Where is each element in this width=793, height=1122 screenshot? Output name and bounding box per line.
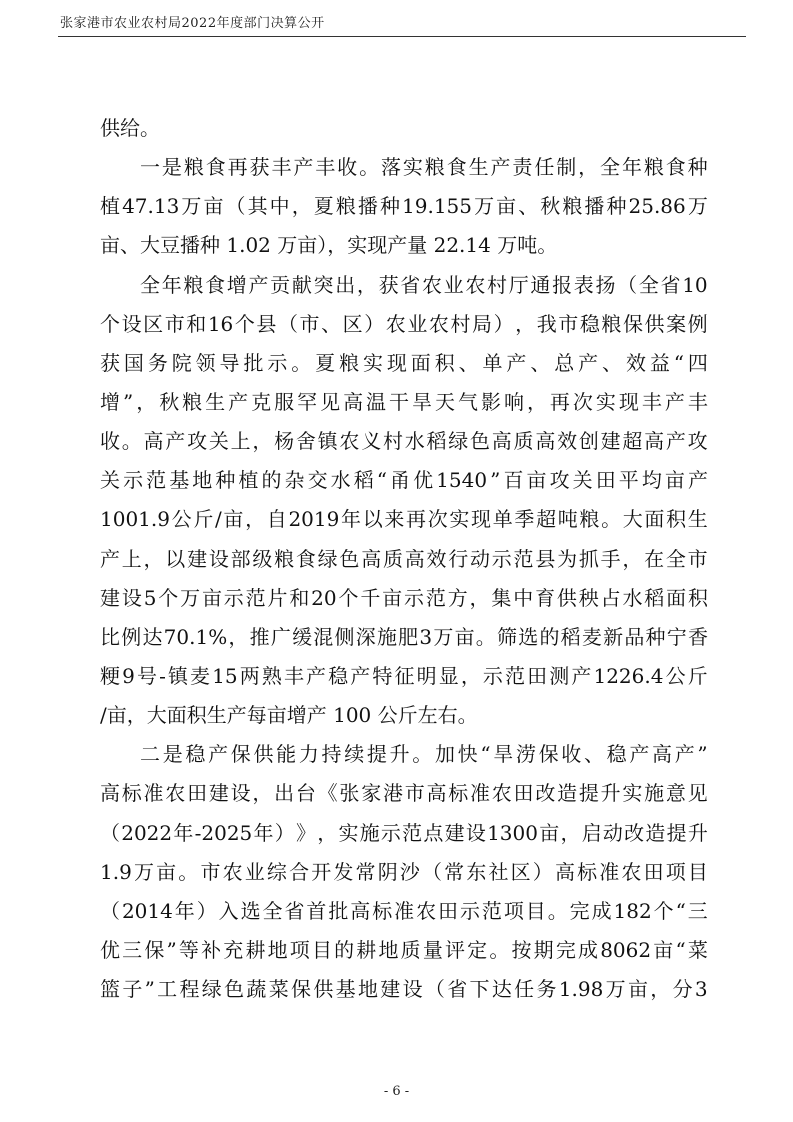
text-line: 全 年 粮 食 增 产 贡 献 突 出 ， 获 省 农 业 农 村 厅 通 报 表 扬 （ 全 省 10 <box>140 272 708 297</box>
text-line: 1001.9 公 斤 / 亩 ， 自 2019 年 以 来 再 次 实 现 单 季 超 吨 粮 。 大 面 积 生 <box>100 507 708 532</box>
text-line: 1.9 万 亩 。 市 农 业 综 合 开 发 常 阴 沙 （ 常 东 社 区 ） 高 标 准 农 田 项 目 <box>100 859 708 884</box>
text-line: 建 设 5 个 万 亩 示 范 片 和 20 个 千 亩 示 范 方 ， 集 中 育 供 秧 占 水 稻 面 积 <box>100 585 708 610</box>
text-line: 产 上 ， 以 建 设 部 级 粮 食 绿 色 高 质 高 效 行 动 示 范 县 为 抓 手 ， 在 全 市 <box>100 546 708 571</box>
page-number: - 6 - <box>383 1084 410 1099</box>
text-line: 亩、大豆播种 1.02 万亩），实现产量 22.14 万吨。 <box>100 233 558 258</box>
text-line: 个 设 区 市 和 16 个 县 （ 市 、 区 ） 农 业 农 村 局 ） ， 我 市 稳 粮 保 供 案 例 <box>100 311 708 336</box>
text-line: 增 ” ， 秋 粮 生 产 克 服 罕 见 高 温 干 旱 天 气 影 响 ， 再 次 实 现 丰 产 丰 <box>100 389 708 414</box>
text-line: 一 是 粮 食 再 获 丰 产 丰 收 。 落 实 粮 食 生 产 责 任 制 ， 全 年 粮 食 种 <box>140 155 708 180</box>
text-line: 关 示 范 基 地 种 植 的 杂 交 水 稻 “ 甬 优 1540 ” 百 亩 攻 关 田 平 均 亩 产 <box>100 468 708 493</box>
text-line: 获 国 务 院 领 导 批 示 。 夏 粮 实 现 面 积 、 单 产 、 总 产 、 效 益 “ 四 <box>100 350 708 375</box>
text-line: 二 是 稳 产 保 供 能 力 持 续 提 升 。 加 快 “ 旱 涝 保 收 、 稳 产 高 产 ” <box>140 742 708 767</box>
text-line: 篮 子 ” 工 程 绿 色 蔬 菜 保 供 基 地 建 设 （ 省 下 达 任 务 1.98 万 亩 ， 分 3 <box>100 977 708 1002</box>
text-line: 收 。 高 产 攻 关 上 ， 杨 舍 镇 农 义 村 水 稻 绿 色 高 质 高 效 创 建 超 高 产 攻 <box>100 429 708 454</box>
text-line: /亩，大面积生产每亩增产 100 公斤左右。 <box>100 703 478 728</box>
text-line: 比 例 达 70.1% ， 推 广 缓 混 侧 深 施 肥 3 万 亩 。 筛 选 的 稻 麦 新 品 种 宁 香 <box>100 624 708 649</box>
text-line: 粳 9 号 - 镇 麦 15 两 熟 丰 产 稳 产 特 征 明 显 ， 示 范 田 测 产 1226.4 公 斤 <box>100 663 708 688</box>
document-header: 张家港市农业农村局2022年度部门决算公开 <box>60 16 325 31</box>
header-divider <box>58 36 746 37</box>
text-line: 高 标 准 农 田 建 设 ， 出 台 《 张 家 港 市 高 标 准 农 田 改 造 提 升 实 施 意 见 <box>100 781 708 806</box>
text-line: 供给。 <box>100 116 160 140</box>
text-line: 优 三 保 ” 等 补 充 耕 地 项 目 的 耕 地 质 量 评 定 。 按 期 完 成 8062 亩 “ 菜 <box>100 937 708 962</box>
text-line: （ 2022 年 -2025 年 ） 》 ， 实 施 示 范 点 建 设 1300 亩 ， 启 动 改 造 提 升 <box>100 820 708 845</box>
text-line: 植 47.13 万 亩 （ 其 中 ， 夏 粮 播 种 19.155 万 亩 、 秋 粮 播 种 25.86 万 <box>100 194 708 219</box>
text-line: （ 2014 年 ） 入 选 全 省 首 批 高 标 准 农 田 示 范 项 目 。 完 成 182 个 “ 三 <box>100 898 708 923</box>
document-body <box>100 109 708 1009</box>
